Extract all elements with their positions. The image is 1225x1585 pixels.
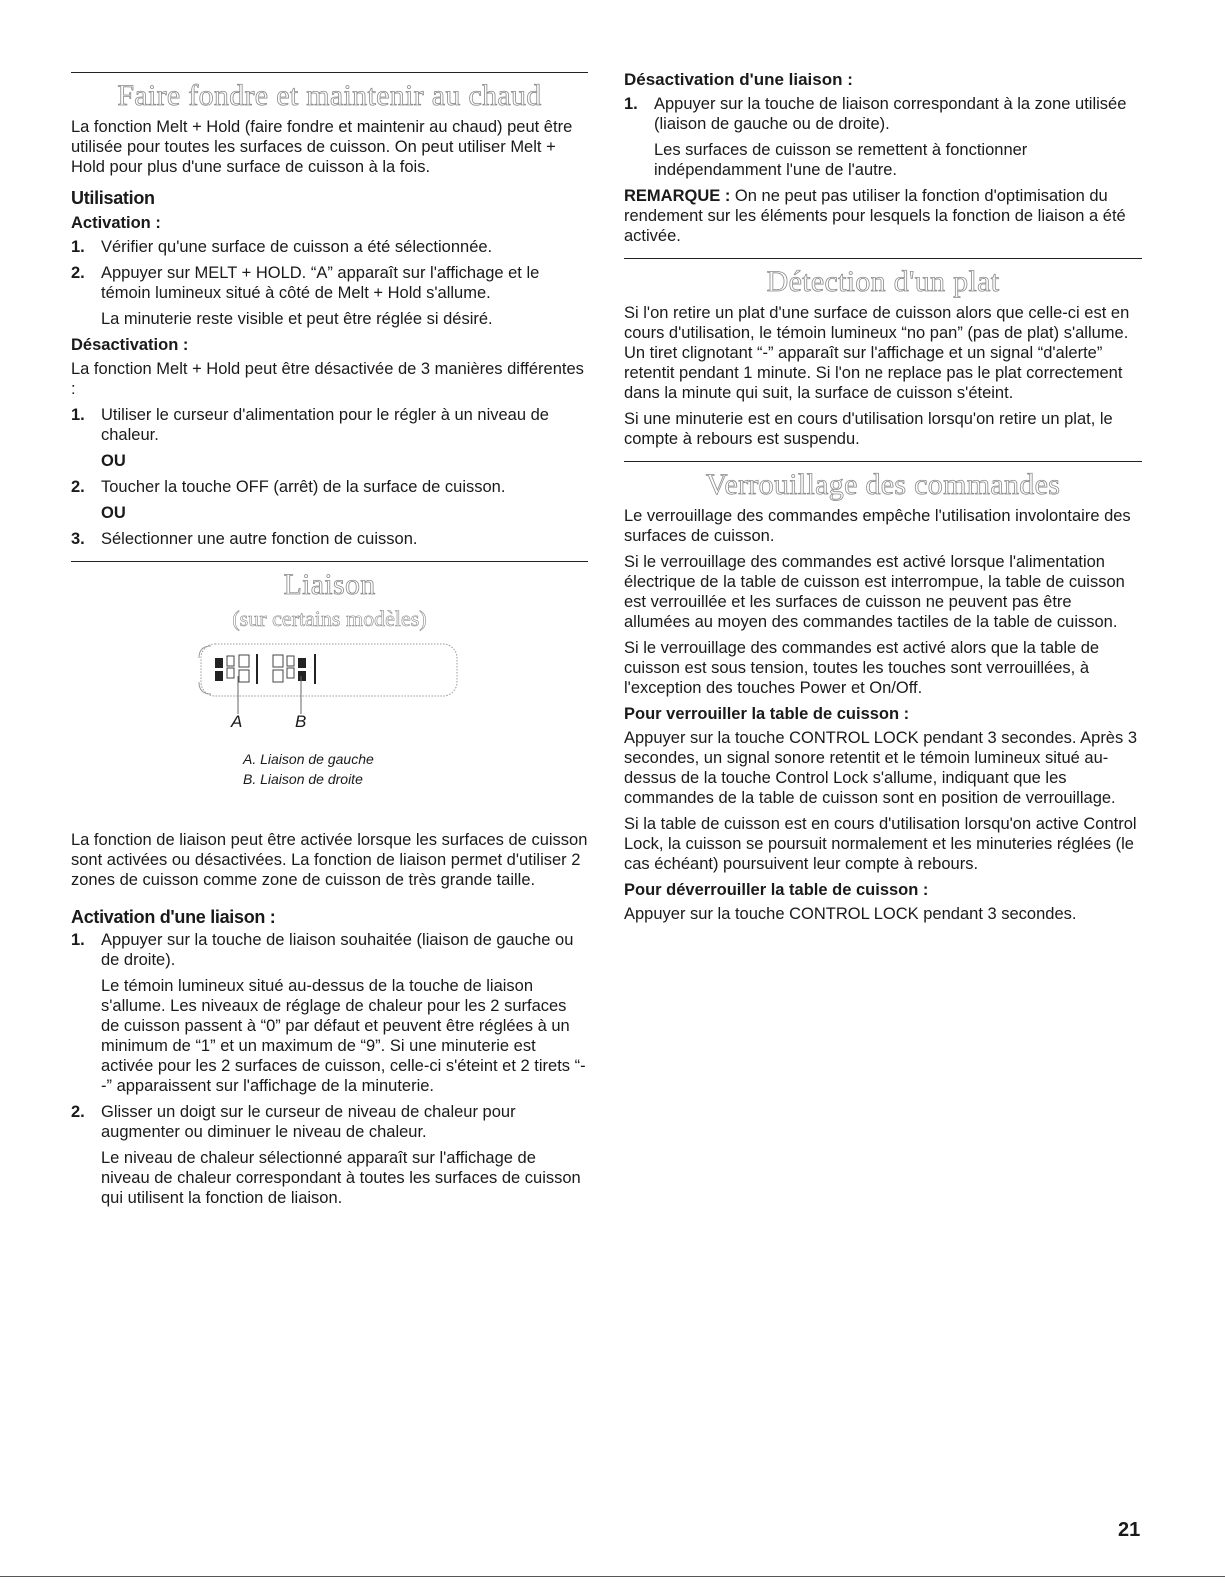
item-number: 1. bbox=[71, 238, 85, 256]
item-number: 1. bbox=[624, 95, 638, 113]
deactivation-list bbox=[71, 405, 588, 549]
item-text: Sélectionner une autre fonction de cuisson. bbox=[101, 530, 418, 548]
item-text: Appuyer sur la touche de liaison correspondant à la zone utilisée (liaison de gauche ou de droite). bbox=[654, 95, 1127, 133]
liaison-subtitle: (sur certains modèles) bbox=[232, 606, 427, 631]
item-number: 1. bbox=[71, 931, 85, 949]
caption-b: B. Liaison de droite bbox=[243, 771, 363, 787]
pan-paragraph-2: Si une minuterie est en cours d'utilisation lorsqu'on retire un plat, le compte à rebours est suspendu. bbox=[624, 410, 1113, 448]
section-divider bbox=[71, 72, 588, 73]
unlock-instructions: Appuyer sur la touche CONTROL LOCK pendant 3 secondes. bbox=[624, 905, 1077, 923]
liaison-activation-heading: Activation d'une liaison : bbox=[71, 907, 276, 927]
pan-detection-title: Détection d'un plat bbox=[766, 265, 1000, 298]
or-label: OU bbox=[101, 452, 126, 470]
left-column bbox=[71, 60, 588, 1214]
melt-hold-title: Faire fondre et maintenir au chaud bbox=[117, 79, 542, 112]
caption-a: A. Liaison de gauche bbox=[243, 751, 374, 767]
lock-paragraph-1: Le verrouillage des commandes empêche l'utilisation involontaire des surfaces de cuisson. bbox=[624, 507, 1131, 545]
note-lead: REMARQUE : bbox=[624, 187, 731, 205]
control-lock-title: Verrouillage des commandes bbox=[705, 468, 1061, 501]
melt-hold-intro: La fonction Melt + Hold (faire fondre et maintenir au chaud) peut être utilisée pour toutes les surfaces de cuisson. On peut utiliser Melt + Hold pour plus d'une surface de cuisson à la fois. bbox=[71, 118, 573, 176]
item-text: Appuyer sur MELT + HOLD. “A” apparaît sur l'affichage et le témoin lumineux situé à côté de Melt + Hold s'allume. bbox=[101, 264, 540, 302]
item-subtext: Les surfaces de cuisson se remettent à fonctionner indépendamment l'une de l'autre. bbox=[654, 141, 1028, 179]
item-text: Appuyer sur la touche de liaison souhaitée (liaison de gauche ou de droite). bbox=[101, 931, 574, 969]
unlink-list bbox=[624, 94, 1142, 180]
page-number: 21 bbox=[1118, 1519, 1141, 1541]
activation-heading: Activation : bbox=[71, 214, 161, 232]
item-text: Utiliser le curseur d'alimentation pour le régler à un niveau de chaleur. bbox=[101, 406, 549, 444]
unlock-heading: Pour déverrouiller la table de cuisson : bbox=[624, 881, 929, 899]
item-text: Toucher la touche OFF (arrêt) de la surface de cuisson. bbox=[101, 478, 506, 496]
list-item bbox=[71, 529, 588, 549]
page-bottom-edge bbox=[0, 1576, 1225, 1577]
item-text: Glisser un doigt sur le curseur de niveau de chaleur pour augmenter ou diminuer le niveau de chaleur. bbox=[101, 1103, 516, 1141]
item-number: 2. bbox=[71, 264, 85, 282]
list-item bbox=[624, 94, 1142, 180]
pan-paragraph-1: Si l'on retire un plat d'une surface de cuisson alors que celle-ci est en cours d'utilisation, le témoin lumineux “no pan” (pas de plat) s'allume. Un tiret clignotant “-” apparaît sur l'affichage et un signal “d'alerte” retentit pendant 1 minute. Si l'on ne replace pas le plat correctement dans la minute qui suit, la surface de cuisson s'éteint. bbox=[624, 304, 1130, 402]
item-subtext: La minuterie reste visible et peut être réglée si désiré. bbox=[101, 310, 493, 328]
list-item bbox=[71, 405, 588, 471]
unlink-heading: Désactivation d'une liaison : bbox=[624, 70, 853, 89]
note-text: On ne peut pas utiliser la fonction d'optimisation du rendement sur les éléments pour lesquels la fonction de liaison a été activée. bbox=[624, 187, 1126, 245]
usage-heading: Utilisation bbox=[71, 188, 155, 208]
item-subtext: Le niveau de chaleur sélectionné apparaît sur l'affichage de niveau de chaleur correspondant à toutes les surfaces de cuisson qui utilisent la fonction de liaison. bbox=[101, 1149, 581, 1207]
list-item bbox=[71, 1102, 588, 1208]
deactivation-intro: La fonction Melt + Hold peut être désactivée de 3 manières différentes : bbox=[71, 360, 584, 398]
lock-paragraph-3: Si le verrouillage des commandes est activé alors que la table de cuisson est sous tension, toutes les touches sont verrouillées, à l'exception des touches Power et On/Off. bbox=[624, 639, 1100, 697]
activation-list bbox=[71, 237, 588, 329]
lock-instructions-2: Si la table de cuisson est en cours d'utilisation lorsqu'on active Control Lock, la cuisson se poursuit normalement et les minuteries réglées (le cas échéant) poursuivent leur compte à rebours. bbox=[624, 815, 1137, 873]
lock-instructions-1: Appuyer sur la touche CONTROL LOCK pendant 3 secondes. Après 3 secondes, un signal sonore retentit et le témoin lumineux situé au-dessus de la touche Control Lock s'allume, indiquant que les commandes de la table de cuisson sont en position de verrouillage. bbox=[624, 729, 1137, 807]
or-label: OU bbox=[101, 504, 126, 522]
section-divider bbox=[71, 561, 588, 562]
liaison-activation-list bbox=[71, 930, 588, 1208]
liaison-figure bbox=[71, 642, 588, 820]
lock-paragraph-2: Si le verrouillage des commandes est activé lorsque l'alimentation électrique de la table de cuisson est interrompue, la table de cuisson est verrouillée et les surfaces de cuisson ne peuvent pas être allumées au moyen des commandes tactiles de la table de cuisson. bbox=[624, 553, 1125, 631]
liaison-body: La fonction de liaison peut être activée lorsque les surfaces de cuisson sont activées ou désactivées. La fonction de liaison permet d'utiliser 2 zones de cuisson comme zone de cuisson de très grande taille. bbox=[71, 831, 588, 889]
note-paragraph bbox=[624, 186, 1142, 246]
list-item bbox=[71, 237, 588, 257]
lock-heading: Pour verrouiller la table de cuisson : bbox=[624, 705, 910, 723]
list-item bbox=[71, 477, 588, 523]
item-text: Vérifier qu'une surface de cuisson a été sélectionnée. bbox=[101, 238, 493, 256]
list-item bbox=[71, 930, 588, 1096]
item-number: 2. bbox=[71, 1103, 85, 1121]
deactivation-heading: Désactivation : bbox=[71, 336, 189, 354]
right-column bbox=[624, 66, 1142, 930]
figure-label-b: B bbox=[295, 712, 307, 731]
item-subtext: Le témoin lumineux situé au-dessus de la touche de liaison s'allume. Les niveaux de réglage de chaleur pour les 2 surfaces de cuisson passent à “0” par défaut et peuvent être réglées à un minimum de “1” et un maximum de “9”. Si une minuterie est activée pour les 2 surfaces de cuisson, celle-ci s'éteint et 2 tirets “--” apparaissent sur l'affichage de la minuterie. bbox=[101, 977, 586, 1095]
list-item bbox=[71, 263, 588, 329]
item-number: 2. bbox=[71, 478, 85, 496]
liaison-title: Liaison bbox=[283, 568, 376, 601]
figure-label-a: A bbox=[231, 712, 243, 731]
section-divider bbox=[624, 258, 1142, 259]
item-number: 3. bbox=[71, 530, 85, 548]
section-divider bbox=[624, 461, 1142, 462]
item-number: 1. bbox=[71, 406, 85, 424]
